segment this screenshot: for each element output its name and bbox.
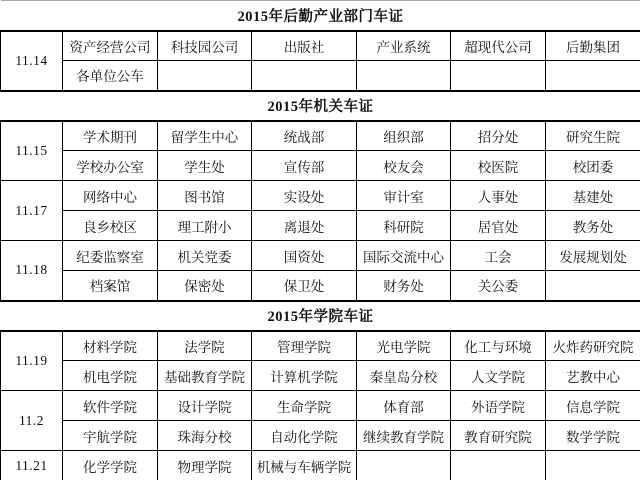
unit-cell: 保密处	[158, 271, 252, 301]
section-title-row	[1, 301, 640, 331]
date-cell: 11.15	[1, 121, 63, 181]
unit-cell: 后勤集团	[546, 31, 640, 61]
unit-cell: 网络中心	[63, 181, 158, 211]
unit-cell: 财务处	[357, 271, 451, 301]
unit-cell: 秦皇岛分校	[357, 361, 451, 391]
unit-cell: 保卫处	[252, 271, 357, 301]
unit-cell: 法学院	[158, 331, 252, 361]
unit-cell	[546, 61, 640, 91]
date-cell: 11.17	[1, 181, 63, 241]
unit-cell: 留学生中心	[158, 121, 252, 151]
unit-cell: 审计室	[357, 181, 451, 211]
unit-cell: 理工附小	[158, 211, 252, 241]
unit-cell: 纪委监察室	[63, 241, 158, 271]
table-row	[1, 61, 640, 91]
unit-cell	[546, 451, 640, 480]
unit-cell: 机电学院	[63, 361, 158, 391]
unit-cell: 资产经营公司	[63, 31, 158, 61]
unit-cell: 教育研究院	[451, 421, 546, 451]
unit-cell: 机关党委	[158, 241, 252, 271]
table-row	[1, 151, 640, 181]
unit-cell	[158, 61, 252, 91]
table-row	[1, 241, 640, 271]
unit-cell: 良乡校区	[63, 211, 158, 241]
unit-cell: 化工与环境	[451, 331, 546, 361]
unit-cell: 生命学院	[252, 391, 357, 421]
unit-cell: 招分处	[451, 121, 546, 151]
unit-cell: 基建处	[546, 181, 640, 211]
unit-cell: 工会	[451, 241, 546, 271]
unit-cell: 艺教中心	[546, 361, 640, 391]
unit-cell: 管理学院	[252, 331, 357, 361]
section-title: 2015年后勤产业部门车证	[1, 1, 640, 31]
unit-cell	[546, 271, 640, 301]
unit-cell: 光电学院	[357, 331, 451, 361]
unit-cell: 出版社	[252, 31, 357, 61]
table-row	[1, 361, 640, 391]
unit-cell: 物理学院	[158, 451, 252, 480]
unit-cell: 宣传部	[252, 151, 357, 181]
unit-cell: 学生处	[158, 151, 252, 181]
unit-cell: 国资处	[252, 241, 357, 271]
unit-cell: 超现代公司	[451, 31, 546, 61]
unit-cell: 化学学院	[63, 451, 158, 480]
unit-cell: 学术期刊	[63, 121, 158, 151]
table-row	[1, 391, 640, 421]
unit-cell: 研究生院	[546, 121, 640, 151]
unit-cell: 基础教育学院	[158, 361, 252, 391]
unit-cell: 离退处	[252, 211, 357, 241]
unit-cell: 人事处	[451, 181, 546, 211]
unit-cell: 国际交流中心	[357, 241, 451, 271]
unit-cell: 实设处	[252, 181, 357, 211]
unit-cell: 信息学院	[546, 391, 640, 421]
unit-cell: 各单位公车	[63, 61, 158, 91]
unit-cell: 校医院	[451, 151, 546, 181]
table-row	[1, 331, 640, 361]
unit-cell	[451, 451, 546, 480]
unit-cell	[451, 61, 546, 91]
date-cell: 11.21	[1, 451, 63, 480]
table-row	[1, 451, 640, 480]
unit-cell: 发展规划处	[546, 241, 640, 271]
date-cell: 11.19	[1, 331, 63, 391]
unit-cell: 珠海分校	[158, 421, 252, 451]
unit-cell	[357, 451, 451, 480]
unit-cell: 教务处	[546, 211, 640, 241]
date-cell: 11.18	[1, 241, 63, 301]
unit-cell: 关公委	[451, 271, 546, 301]
section-title-row	[1, 1, 640, 31]
section-title: 2015年学院车证	[1, 301, 640, 331]
unit-cell: 科研院	[357, 211, 451, 241]
unit-cell: 图书馆	[158, 181, 252, 211]
unit-cell	[357, 61, 451, 91]
table-row	[1, 31, 640, 61]
unit-cell	[252, 61, 357, 91]
date-cell: 11.2	[1, 391, 63, 451]
unit-cell: 材料学院	[63, 331, 158, 361]
unit-cell: 校友会	[357, 151, 451, 181]
unit-cell: 设计学院	[158, 391, 252, 421]
unit-cell: 人文学院	[451, 361, 546, 391]
date-cell: 11.14	[1, 31, 63, 91]
unit-cell: 产业系统	[357, 31, 451, 61]
table-row	[1, 181, 640, 211]
unit-cell: 火炸药研究院	[546, 331, 640, 361]
unit-cell: 统战部	[252, 121, 357, 151]
vehicle-pass-table-body	[1, 1, 640, 480]
unit-cell: 外语学院	[451, 391, 546, 421]
unit-cell: 校团委	[546, 151, 640, 181]
unit-cell: 学校办公室	[63, 151, 158, 181]
unit-cell: 宇航学院	[63, 421, 158, 451]
table-row	[1, 121, 640, 151]
unit-cell: 计算机学院	[252, 361, 357, 391]
unit-cell: 软件学院	[63, 391, 158, 421]
unit-cell: 档案馆	[63, 271, 158, 301]
table-row	[1, 271, 640, 301]
unit-cell: 体育部	[357, 391, 451, 421]
unit-cell: 组织部	[357, 121, 451, 151]
unit-cell: 继续教育学院	[357, 421, 451, 451]
unit-cell: 数学学院	[546, 421, 640, 451]
unit-cell: 机械与车辆学院	[252, 451, 357, 480]
unit-cell: 科技园公司	[158, 31, 252, 61]
table-row	[1, 211, 640, 241]
section-title: 2015年机关车证	[1, 91, 640, 121]
unit-cell: 自动化学院	[252, 421, 357, 451]
section-title-row	[1, 91, 640, 121]
unit-cell: 居官处	[451, 211, 546, 241]
table-row	[1, 421, 640, 451]
